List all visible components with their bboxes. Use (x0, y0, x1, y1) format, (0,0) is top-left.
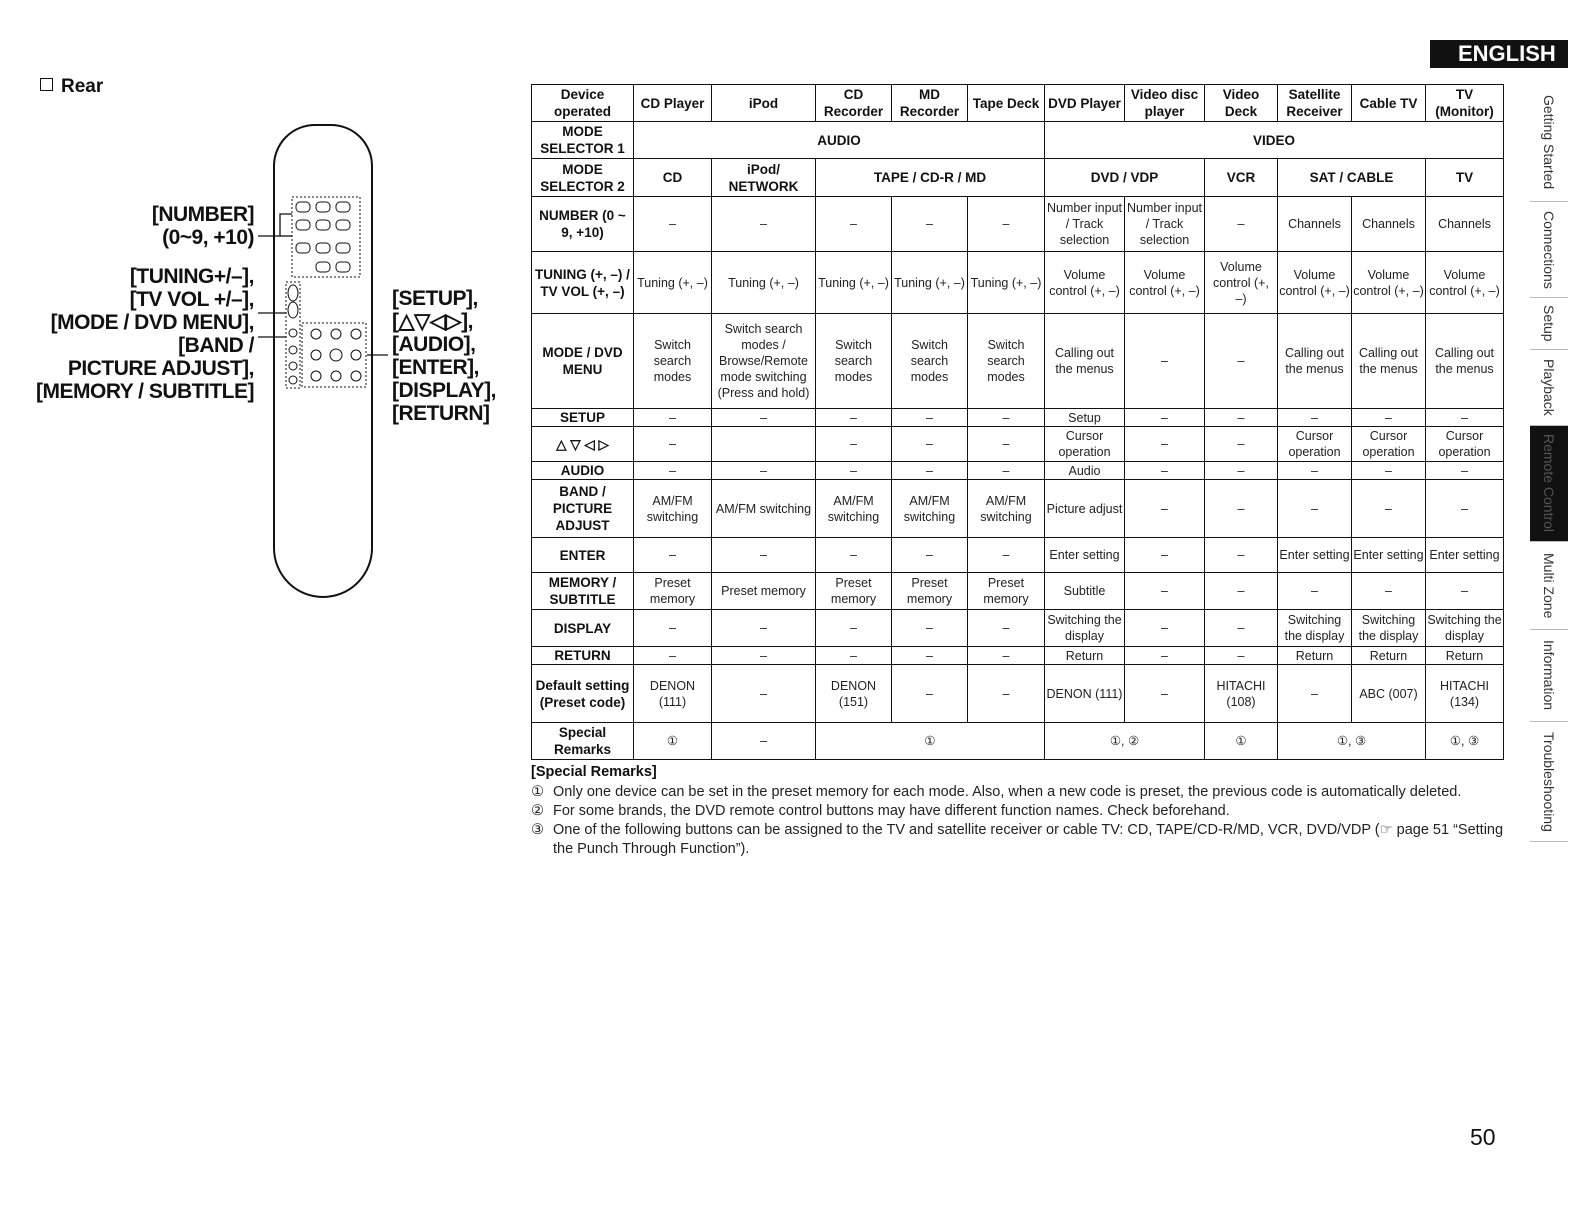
cell: Volume control (+, –) (1205, 252, 1278, 314)
cell: AM/FM switching (816, 480, 892, 538)
mode-video: VIDEO (1045, 122, 1504, 159)
row-label: MEMORY / SUBTITLE (532, 573, 634, 610)
cell: – (816, 538, 892, 573)
cell: Volume control (+, –) (1125, 252, 1205, 314)
label-tuning: [TUNING+/–], (129, 265, 254, 288)
side-tab-getting-started[interactable]: Getting Started (1530, 84, 1568, 202)
row-label: MODE SELECTOR 2 (532, 159, 634, 197)
cell: Switch search modes (816, 314, 892, 409)
label-picture-adjust: PICTURE ADJUST], (67, 357, 254, 380)
cell: Switching the display (1278, 610, 1352, 647)
page-number: 50 (1470, 1124, 1496, 1150)
row-label: BAND / PICTURE ADJUST (532, 480, 634, 538)
cell: – (892, 462, 968, 480)
cell: – (712, 665, 816, 723)
cell: Switch search modes (968, 314, 1045, 409)
cell: ①, ③ (1278, 723, 1426, 760)
cell: Switch search modes (892, 314, 968, 409)
cell: Switching the display (1045, 610, 1125, 647)
cell: Switching the display (1426, 610, 1504, 647)
table-row (532, 480, 1504, 538)
cell: Tuning (+, –) (712, 252, 816, 314)
remark-item: ① Only one device can be set in the preset memory for each mode. Also, when a new code is preset, the previous code is automatically deleted. (531, 784, 1462, 800)
cell: Enter setting (1426, 538, 1504, 573)
cell: – (1125, 409, 1205, 427)
label-tv-vol: [TV VOL +/–], (129, 288, 254, 311)
cell: Preset memory (816, 573, 892, 610)
cell: – (892, 647, 968, 665)
cell: – (634, 427, 712, 462)
mode-sat-cable: SAT / CABLE (1278, 159, 1426, 197)
row-label: ENTER (532, 538, 634, 573)
cell: – (1205, 462, 1278, 480)
cell: – (1205, 538, 1278, 573)
table-row (532, 122, 1504, 159)
cell: ①, ③ (1426, 723, 1504, 760)
label-cursor: [△▽◁▷], (392, 310, 473, 333)
cell: DENON (111) (1045, 665, 1125, 723)
cell: HITACHI (134) (1426, 665, 1504, 723)
cell: Cursor operation (1278, 427, 1352, 462)
row-label: AUDIO (532, 462, 634, 480)
cell: AM/FM switching (712, 480, 816, 538)
cell: – (892, 538, 968, 573)
cell: – (1125, 314, 1205, 409)
cell: – (1278, 480, 1352, 538)
cell: – (1205, 197, 1278, 252)
header-cable-tv: Cable TV (1352, 85, 1426, 122)
cell: AM/FM switching (634, 480, 712, 538)
cell: – (712, 538, 816, 573)
header-ipod: iPod (712, 85, 816, 122)
cell: – (1125, 538, 1205, 573)
mode-cd: CD (634, 159, 712, 197)
table-row (532, 610, 1504, 647)
cell: – (968, 197, 1045, 252)
table-row (532, 665, 1504, 723)
cell: Calling out the menus (1426, 314, 1504, 409)
label-mode-dvd-menu: [MODE / DVD MENU], (50, 311, 254, 334)
mode-audio: AUDIO (634, 122, 1045, 159)
cell: Enter setting (1352, 538, 1426, 573)
cell: – (816, 462, 892, 480)
label-enter: [ENTER], (392, 356, 479, 379)
table-row (532, 252, 1504, 314)
row-label: Special Remarks (532, 723, 634, 760)
cell: – (892, 409, 968, 427)
side-tab-remote-control[interactable]: Remote Control (1530, 426, 1568, 542)
cell: – (712, 462, 816, 480)
cell: – (1125, 647, 1205, 665)
cell: ABC (007) (1352, 665, 1426, 723)
table-row (532, 462, 1504, 480)
header-cd-player: CD Player (634, 85, 712, 122)
cell: – (816, 610, 892, 647)
cell: – (1278, 665, 1352, 723)
cell: Setup (1045, 409, 1125, 427)
cell: – (1205, 647, 1278, 665)
cell: Preset memory (712, 573, 816, 610)
cell: – (968, 647, 1045, 665)
cell: – (1205, 480, 1278, 538)
header-cd-recorder: CD Recorder (816, 85, 892, 122)
row-label: SETUP (532, 409, 634, 427)
function-table (531, 84, 1504, 760)
row-label: MODE / DVD MENU (532, 314, 634, 409)
cell: – (634, 409, 712, 427)
cell: Preset memory (968, 573, 1045, 610)
remarks-title: [Special Remarks] (531, 764, 657, 780)
cell: Volume control (+, –) (1278, 252, 1352, 314)
cell: – (968, 427, 1045, 462)
cell: Volume control (+, –) (1045, 252, 1125, 314)
cell: – (1125, 610, 1205, 647)
cell: Volume control (+, –) (1426, 252, 1504, 314)
mode-tv: TV (1426, 159, 1504, 197)
cell: Tuning (+, –) (892, 252, 968, 314)
cell: Preset memory (634, 573, 712, 610)
remark-item: ② For some brands, the DVD remote control buttons may have different function names. Check beforehand. (531, 803, 1230, 819)
side-tab-troubleshooting[interactable]: Troubleshooting (1530, 722, 1568, 842)
table-row (532, 197, 1504, 252)
side-tab-information[interactable]: Information (1530, 630, 1568, 722)
cell: Channels (1352, 197, 1426, 252)
table-row (532, 409, 1504, 427)
cell: – (1352, 480, 1426, 538)
label-memory-subtitle: [MEMORY / SUBTITLE] (36, 380, 254, 403)
cell: – (1205, 610, 1278, 647)
cell: Calling out the menus (1278, 314, 1352, 409)
cell: – (634, 462, 712, 480)
table-row (532, 314, 1504, 409)
cell: – (816, 409, 892, 427)
cell: Number input / Track selection (1045, 197, 1125, 252)
table-row (532, 159, 1504, 197)
side-tab-multi-zone[interactable]: Multi Zone (1530, 542, 1568, 630)
cell: Enter setting (1278, 538, 1352, 573)
cell: Enter setting (1045, 538, 1125, 573)
cell: – (1426, 409, 1504, 427)
cell: Preset memory (892, 573, 968, 610)
table-header-row (532, 85, 1504, 122)
header-dvd-player: DVD Player (1045, 85, 1125, 122)
cell: – (712, 723, 816, 760)
row-label: NUMBER (0 ~ 9, +10) (532, 197, 634, 252)
cell: Return (1045, 647, 1125, 665)
cell: DENON (151) (816, 665, 892, 723)
cell: – (1352, 409, 1426, 427)
label-number: [NUMBER] (151, 203, 254, 226)
cell: Cursor operation (1045, 427, 1125, 462)
cell (712, 427, 816, 462)
label-number-range: (0~9, +10) (162, 226, 254, 249)
special-remarks (531, 763, 1506, 859)
header-tape-deck: Tape Deck (968, 85, 1045, 122)
label-audio: [AUDIO], (392, 333, 476, 356)
table-row-special-remarks (532, 723, 1504, 760)
cell: Audio (1045, 462, 1125, 480)
cell: Cursor operation (1352, 427, 1426, 462)
cell: – (1125, 427, 1205, 462)
cell: – (968, 409, 1045, 427)
cell: – (892, 427, 968, 462)
cell: ① (634, 723, 712, 760)
cell: – (816, 197, 892, 252)
table-row (532, 427, 1504, 462)
cell: Tuning (+, –) (816, 252, 892, 314)
cell: – (634, 197, 712, 252)
cell: Tuning (+, –) (634, 252, 712, 314)
cell: Channels (1426, 197, 1504, 252)
cell: Subtitle (1045, 573, 1125, 610)
cell: – (1205, 409, 1278, 427)
remark-item: ③ One of the following buttons can be assigned to the TV and satellite receiver or cable TV: CD, TAPE/CD-R/MD, VCR, DVD/VDP (☞ page 51 “Setting the Punch Through Function”). (531, 822, 1504, 857)
cell: – (1125, 573, 1205, 610)
mode-dvd-vdp: DVD / VDP (1045, 159, 1205, 197)
cell: Switch search modes (634, 314, 712, 409)
row-label: △ ▽ ◁ ▷ (532, 427, 634, 462)
cell: – (1205, 314, 1278, 409)
mode-vcr: VCR (1205, 159, 1278, 197)
header-video-deck: Video Deck (1205, 85, 1278, 122)
cell: – (968, 665, 1045, 723)
header-device-operated: Device operated (532, 85, 634, 122)
cell: – (968, 462, 1045, 480)
cell: – (968, 538, 1045, 573)
header-satellite-receiver: Satellite Receiver (1278, 85, 1352, 122)
cell: – (1426, 480, 1504, 538)
cell: – (1426, 462, 1504, 480)
cell: – (712, 647, 816, 665)
cell: Calling out the menus (1352, 314, 1426, 409)
label-display: [DISPLAY], (392, 379, 496, 402)
cell: – (712, 197, 816, 252)
table-row (532, 647, 1504, 665)
side-tab-connections[interactable]: Connections (1530, 202, 1568, 298)
cell: Switch search modes / Browse/Remote mode switching (Press and hold) (712, 314, 816, 409)
cell: Return (1426, 647, 1504, 665)
cell: – (1125, 462, 1205, 480)
table-row (532, 538, 1504, 573)
cell: Cursor operation (1426, 427, 1504, 462)
header-tv-monitor: TV (Monitor) (1426, 85, 1504, 122)
cell: – (712, 409, 816, 427)
side-tab-playback[interactable]: Playback (1530, 350, 1568, 426)
cell: Return (1278, 647, 1352, 665)
label-setup: [SETUP], (392, 287, 478, 310)
cell: – (1278, 573, 1352, 610)
cell: – (1205, 573, 1278, 610)
mode-ipod-network: iPod/ NETWORK (712, 159, 816, 197)
cell: – (634, 538, 712, 573)
row-label: RETURN (532, 647, 634, 665)
label-return: [RETURN] (392, 402, 490, 425)
cell: AM/FM switching (968, 480, 1045, 538)
cell: – (1426, 573, 1504, 610)
header-video-disc-player: Video disc player (1125, 85, 1205, 122)
cell: – (816, 647, 892, 665)
cell: – (1352, 573, 1426, 610)
cell: – (634, 647, 712, 665)
section-title: Rear (40, 76, 103, 98)
cell: – (1125, 665, 1205, 723)
row-label: Default setting (Preset code) (532, 665, 634, 723)
remote-buttons-illustration (0, 0, 400, 620)
row-label: MODE SELECTOR 1 (532, 122, 634, 159)
label-band: [BAND / (178, 334, 254, 357)
cell: – (892, 610, 968, 647)
cell: HITACHI (108) (1205, 665, 1278, 723)
row-label: DISPLAY (532, 610, 634, 647)
cell: – (1278, 462, 1352, 480)
cell: – (816, 427, 892, 462)
cell: – (1125, 480, 1205, 538)
cell: DENON (111) (634, 665, 712, 723)
cell: Calling out the menus (1045, 314, 1125, 409)
cell: – (1352, 462, 1426, 480)
cell: – (1205, 427, 1278, 462)
cell: ① (1205, 723, 1278, 760)
cell: Return (1352, 647, 1426, 665)
cell: Volume control (+, –) (1352, 252, 1426, 314)
cell: ① (816, 723, 1045, 760)
cell: Channels (1278, 197, 1352, 252)
cell: Switching the display (1352, 610, 1426, 647)
header-md-recorder: MD Recorder (892, 85, 968, 122)
language-badge: ENGLISH (1430, 40, 1568, 68)
cell: – (1278, 409, 1352, 427)
cell: Number input / Track selection (1125, 197, 1205, 252)
cell: – (892, 665, 968, 723)
cell: – (892, 197, 968, 252)
cell: – (634, 610, 712, 647)
side-tab-setup[interactable]: Setup (1530, 298, 1568, 350)
cell: Picture adjust (1045, 480, 1125, 538)
cell: ①, ② (1045, 723, 1205, 760)
cell: AM/FM switching (892, 480, 968, 538)
table-row (532, 573, 1504, 610)
cell: Tuning (+, –) (968, 252, 1045, 314)
mode-tape: TAPE / CD-R / MD (816, 159, 1045, 197)
table-body (532, 197, 1504, 723)
cell: – (968, 610, 1045, 647)
row-label: TUNING (+, –) / TV VOL (+, –) (532, 252, 634, 314)
cell: – (712, 610, 816, 647)
label-right-group (392, 287, 502, 425)
